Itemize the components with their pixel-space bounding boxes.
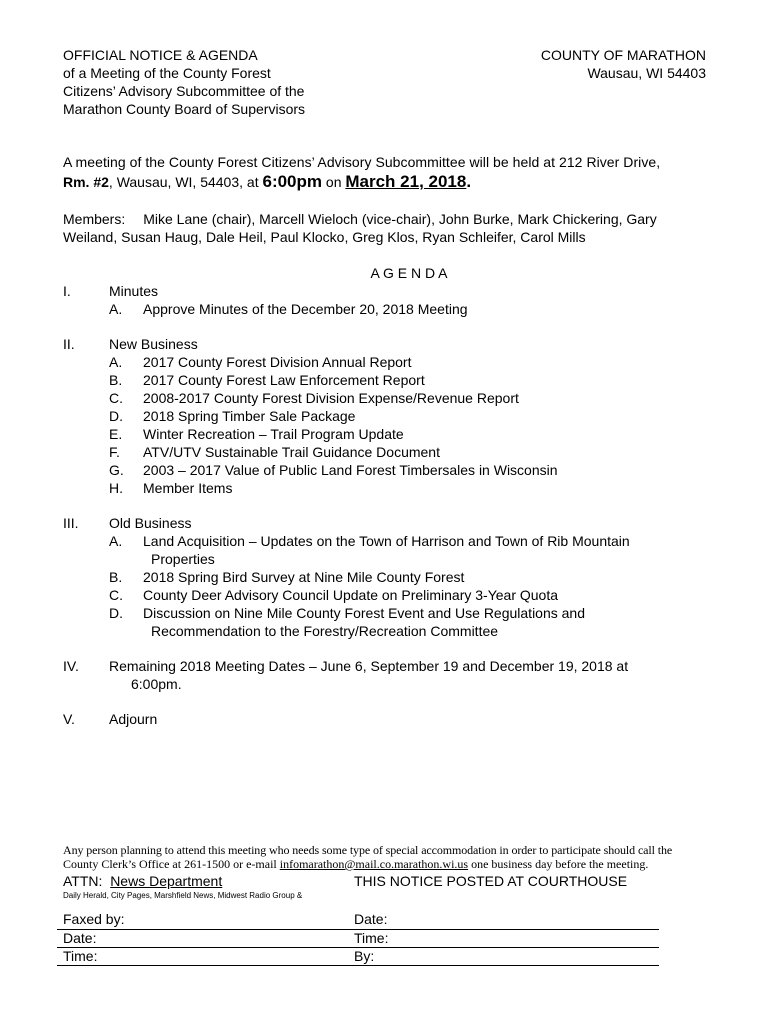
intro-line: A meeting of the County Forest Citizens’ Advisory Subcommittee will be held at 212 River Drive, [63, 154, 661, 170]
meeting-date: March 21, 2018 [345, 172, 467, 191]
item-letter: A. [109, 301, 123, 317]
item-letter: C. [109, 390, 123, 406]
agenda-item-continuation [0, 622, 660, 640]
section-number: IV. [63, 658, 79, 674]
item-text: Discussion on Nine Mile County Forest Event and Use Regulations and [143, 605, 586, 621]
form-divider [57, 965, 659, 966]
attn-line [63, 872, 222, 890]
county-name: COUNTY OF MARATHON [540, 47, 706, 63]
item-letter: E. [109, 426, 123, 442]
on-text: on [322, 174, 346, 190]
agenda-item [0, 353, 660, 371]
section-title: Minutes [109, 283, 159, 299]
section-title-continued: 6:00pm. [131, 676, 182, 692]
agenda-item [0, 407, 660, 425]
item-letter: H. [109, 480, 123, 496]
item-letter: C. [109, 587, 123, 603]
agenda-item [0, 479, 660, 497]
form-field-label: Time: [63, 948, 98, 964]
agenda-item [0, 461, 660, 479]
address-text: , Wausau, WI, 54403, at [108, 174, 263, 190]
item-text: Land Acquisition – Updates on the Town of Harrison and Town of Rib Mountain [143, 533, 630, 549]
attn-label: ATTN: [63, 873, 103, 889]
accommodation-line-2 [63, 857, 648, 871]
agenda-item [0, 443, 660, 461]
header-left-line: OFFICIAL NOTICE & AGENDA [63, 47, 258, 63]
item-letter: F. [109, 444, 120, 460]
item-letter: A. [109, 533, 123, 549]
item-text-continued: Properties [151, 551, 215, 567]
clerk-email-link[interactable]: infomarathon@mail.co.marathon.wi.us [279, 857, 469, 871]
agenda-item [0, 371, 660, 389]
header-left-line: Citizens’ Advisory Subcommittee of the [63, 83, 305, 99]
date-period: . [466, 172, 472, 191]
item-letter: D. [109, 408, 123, 424]
agenda-item [0, 532, 660, 550]
item-text: 2018 Spring Timber Sale Package [143, 408, 356, 424]
intro-location-line [63, 171, 471, 193]
section-title: New Business [109, 336, 198, 352]
members-list: Mike Lane (chair), Marcell Wieloch (vice-chair), John Burke, Mark Chickering, Gary [143, 211, 657, 227]
room-number: Rm. #2 [63, 174, 109, 190]
media-list: Daily Herald, City Pages, Marshfield News, Midwest Radio Group & [63, 891, 303, 900]
section-title: Remaining 2018 Meeting Dates – June 6, September 19 and December 19, 2018 at [109, 658, 629, 674]
form-field-label: Date: [354, 911, 388, 927]
agenda-item [0, 425, 660, 443]
item-letter: G. [109, 462, 124, 478]
section-number: V. [63, 711, 75, 727]
section-continuation [0, 675, 660, 693]
form-field-label: Date: [63, 930, 97, 946]
agenda-item [0, 568, 660, 586]
item-text: 2017 County Forest Division Annual Report [143, 354, 412, 370]
county-address: Wausau, WI 54403 [587, 65, 706, 81]
item-text: 2018 Spring Bird Survey at Nine Mile County Forest [143, 569, 465, 585]
form-field-label: Faxed by: [63, 911, 125, 927]
meeting-time: 6:00pm [262, 172, 323, 191]
item-text: 2008-2017 County Forest Division Expense/Revenue Report [143, 390, 519, 406]
agenda-item [0, 389, 660, 407]
agenda-item [0, 586, 660, 604]
item-text: Approve Minutes of the December 20, 2018 Meeting [143, 301, 468, 317]
header-left-line: Marathon County Board of Supervisors [63, 101, 306, 117]
agenda-item [0, 300, 660, 318]
item-text-continued: Recommendation to the Forestry/Recreation Committee [151, 623, 499, 639]
item-letter: A. [109, 354, 123, 370]
form-field-label: Time: [354, 930, 389, 946]
accommodation-line-1: Any person planning to attend this meeting who needs some type of special accommodation in order to participate should call the [63, 843, 673, 857]
members-line-1 [63, 210, 657, 228]
item-text: Member Items [143, 480, 233, 496]
item-text: 2003 – 2017 Value of Public Land Forest Timbersales in Wisconsin [143, 462, 558, 478]
agenda-item [0, 604, 660, 622]
accommodation-text-end: one business day before the meeting. [468, 857, 649, 871]
section-number: III. [63, 515, 79, 531]
item-letter: B. [109, 372, 123, 388]
item-letter: D. [109, 605, 123, 621]
posted-notice: THIS NOTICE POSTED AT COURTHOUSE [354, 873, 628, 889]
members-label: Members: [63, 211, 126, 227]
accommodation-text: County Clerk’s Office at 261-1500 or e-mail [63, 857, 280, 871]
form-field-label: By: [354, 948, 375, 964]
section-title: Old Business [109, 515, 192, 531]
item-text: 2017 County Forest Law Enforcement Report [143, 372, 425, 388]
item-text: ATV/UTV Sustainable Trail Guidance Document [143, 444, 440, 460]
section-number: II. [63, 336, 75, 352]
agenda-title: A G E N D A [370, 265, 448, 281]
item-text: County Deer Advisory Council Update on Preliminary 3-Year Quota [143, 587, 559, 603]
item-letter: B. [109, 569, 123, 585]
section-title: Adjourn [109, 711, 158, 727]
item-text: Winter Recreation – Trail Program Update [143, 426, 404, 442]
attn-department: News Department [110, 873, 223, 889]
members-line-2: Weiland, Susan Haug, Dale Heil, Paul Klocko, Greg Klos, Ryan Schleifer, Carol Mills [63, 229, 586, 245]
agenda-item-continuation [0, 550, 660, 568]
section-number: I. [63, 283, 71, 299]
header-left-line: of a Meeting of the County Forest [63, 65, 271, 81]
